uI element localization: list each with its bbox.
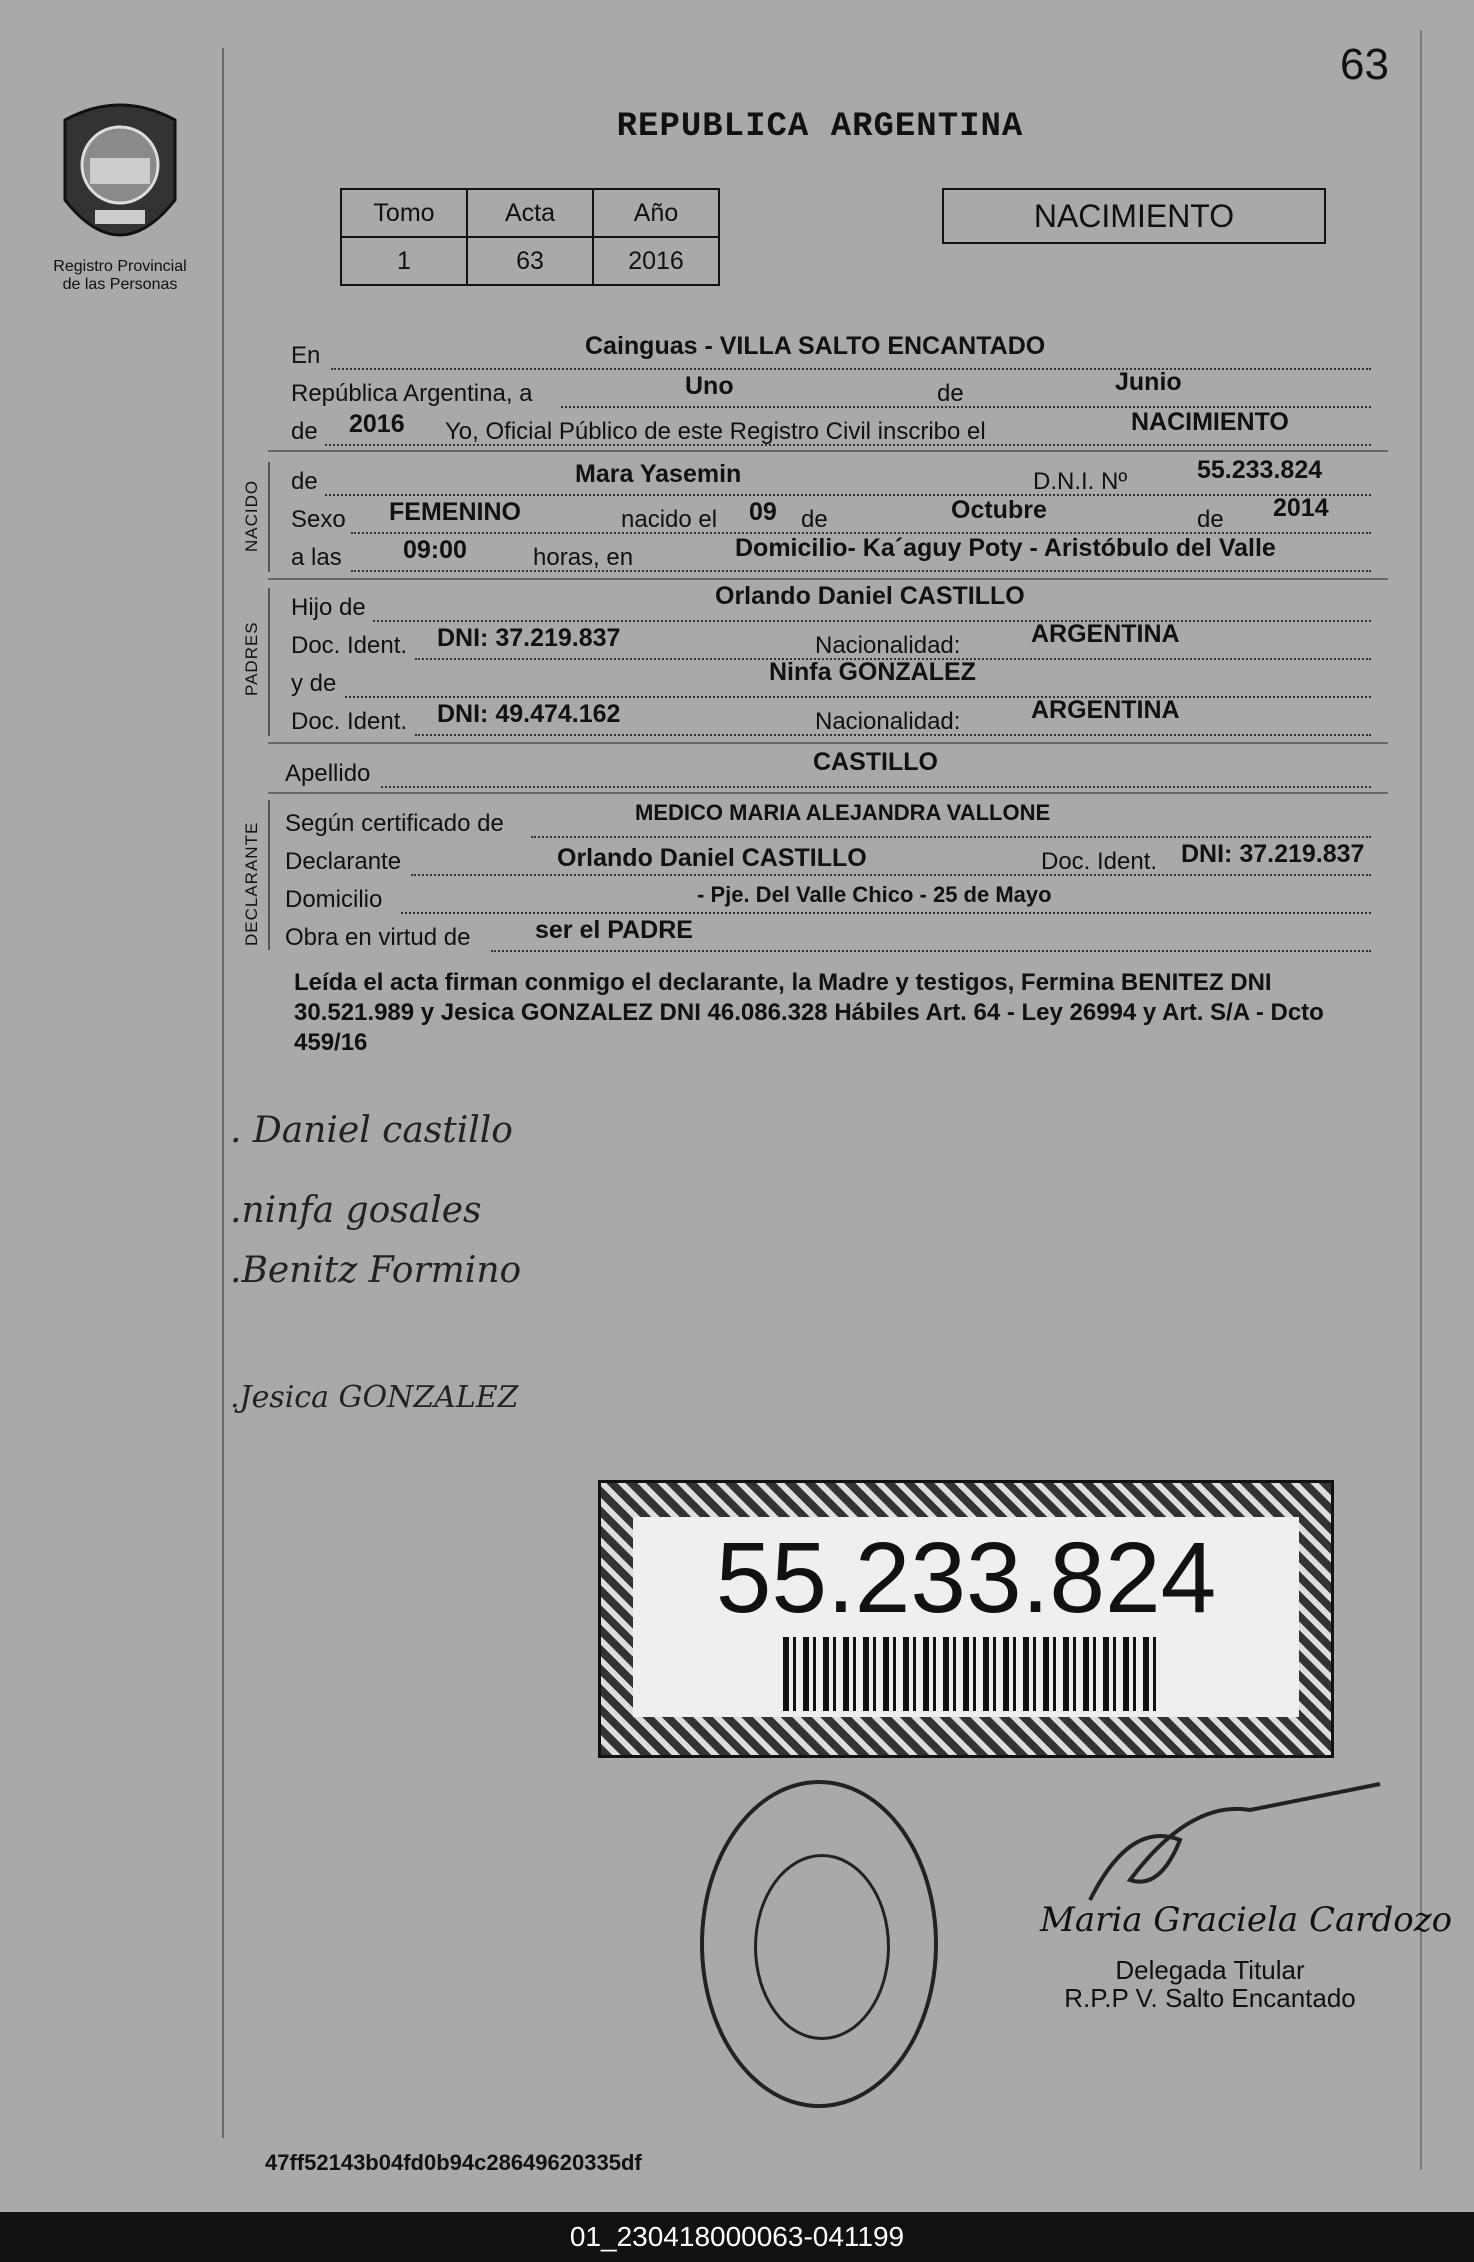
record-type-box: NACIMIENTO: [942, 188, 1326, 244]
row-declarant: [285, 840, 1385, 878]
logo-caption-line1: Registro Provincial: [53, 258, 187, 275]
value-mother-nationality: ARGENTINA: [1031, 696, 1180, 724]
section-rule: [268, 742, 1388, 744]
closing-statement: Leída el acta firman conmigo el declarante, la Madre y testigos, Fermina BENITEZ DNI 30.521.989 y Jesica GONZALEZ DNI 46.086.328 Hábiles Art. 64 - Ley 26994 y Art. S/A - Dcto 459/16: [294, 969, 1324, 1056]
label-de4: de: [801, 506, 828, 533]
label-de5: de: [1197, 506, 1224, 533]
table-cell: 2016: [593, 237, 719, 285]
section-divider: [268, 800, 270, 950]
row-reason: [285, 916, 1385, 954]
value-certificate: MEDICO MARIA ALEJANDRA VALLONE: [635, 800, 1051, 825]
official-role-line2: R.P.P V. Salto Encantado: [1064, 1983, 1356, 2013]
signature-declarant: . Daniel castillo: [230, 1110, 513, 1151]
value-place: Cainguas - VILLA SALTO ENCANTADO: [585, 332, 1046, 360]
dotted-line: [381, 786, 1371, 788]
value-time: 09:00: [403, 536, 467, 564]
id-number-panel: [633, 1517, 1299, 1717]
official-name: Maria Graciela Cardozo: [1040, 1900, 1453, 1940]
dotted-line: [351, 570, 1371, 572]
official-signature-scribble: [1070, 1780, 1390, 1910]
label-de2: de: [291, 418, 318, 445]
label-certificate: Según certificado de: [285, 810, 504, 837]
label-surname: Apellido: [285, 760, 371, 787]
id-number-box: [598, 1480, 1334, 1758]
row-certificate: [285, 800, 1385, 840]
label-en: En: [291, 342, 321, 369]
dotted-line: [325, 494, 1371, 496]
value-father-doc: DNI: 37.219.837: [437, 624, 621, 652]
label-reason: Obra en virtud de: [285, 924, 471, 951]
id-number: 55.233.824: [715, 1522, 1217, 1634]
section-label-padres: PADRES: [242, 621, 261, 696]
label-nac1: Nacionalidad:: [815, 632, 961, 659]
province-crest-logo: [55, 100, 185, 260]
row-father-doc: [285, 620, 1385, 662]
value-mother: Ninfa GONZALEZ: [769, 658, 976, 686]
value-month: Junio: [1115, 368, 1182, 396]
dotted-line: [401, 912, 1371, 914]
value-mother-doc: DNI: 49.474.162: [437, 700, 621, 728]
scan-footer: 01_230418000063-041199: [0, 2212, 1474, 2262]
table-cell: 1: [341, 237, 467, 285]
label-doc2: Doc. Ident.: [291, 708, 408, 735]
row-sex: [285, 494, 1385, 536]
label-alas: a las: [291, 544, 342, 571]
page-title: REPUBLICA ARGENTINA: [616, 108, 1024, 146]
dotted-line: [331, 368, 1371, 370]
dotted-line: [345, 696, 1371, 698]
value-declarant: Orlando Daniel CASTILLO: [557, 844, 867, 872]
document-hash: 47ff52143b04fd0b94c28649620335df: [265, 2150, 642, 2175]
table-cell: 63: [467, 237, 593, 285]
table-header: Acta: [467, 189, 593, 237]
logo-caption: [30, 258, 210, 294]
dotted-line: [411, 874, 1371, 876]
value-name: Mara Yasemin: [575, 460, 742, 488]
row-mother: [285, 658, 1385, 700]
value-dni: 55.233.824: [1197, 456, 1323, 484]
official-role: [1040, 1956, 1380, 2012]
row-date: [285, 368, 1385, 410]
signature-witness-2: .Jesica GONZALEZ: [230, 1380, 519, 1415]
label-sex: Sexo: [291, 506, 346, 533]
logo-caption-line2: de las Personas: [62, 276, 178, 293]
dotted-line: [373, 620, 1371, 622]
value-father-nationality: ARGENTINA: [1031, 620, 1180, 648]
label-de3: de: [291, 468, 318, 495]
signature-witness-1: .Benitz Formino: [230, 1250, 522, 1291]
value-father: Orlando Daniel CASTILLO: [715, 582, 1025, 610]
label-declarant: Declarante: [285, 848, 402, 875]
row-mother-doc: [285, 696, 1385, 738]
right-border: [1420, 30, 1422, 2170]
section-rule: [268, 792, 1388, 794]
row-surname: [285, 748, 1385, 790]
section-rule: [268, 450, 1388, 452]
official-role-line1: Delegada Titular: [1115, 1955, 1305, 1985]
row-address: [285, 882, 1385, 916]
left-border: [222, 48, 224, 2138]
value-surname: CASTILLO: [813, 748, 938, 776]
value-birth-place: Domicilio- Ka´aguy Poty - Aristóbulo del Valle: [735, 534, 1276, 562]
label-address: Domicilio: [285, 886, 383, 913]
label-de: de: [937, 380, 964, 407]
label-dni: D.N.I. Nº: [1033, 468, 1128, 495]
section-divider: [268, 462, 270, 572]
row-time-place: [285, 534, 1385, 574]
signature-mother: .ninfa gosales: [230, 1190, 482, 1231]
barcode-icon: [783, 1637, 1163, 1711]
value-sex: FEMENINO: [389, 498, 521, 526]
official-seal-stamp: [700, 1780, 938, 2108]
value-address: - Pje. Del Valle Chico - 25 de Mayo: [697, 882, 1052, 907]
label-nac2: Nacionalidad:: [815, 708, 961, 735]
row-father: [285, 582, 1385, 624]
row-place: [285, 332, 1385, 372]
label-hijo: Hijo de: [291, 594, 366, 621]
value-day: Uno: [685, 372, 734, 400]
section-label-nacido: NACIDO: [242, 479, 261, 552]
seal-crest-icon: [754, 1854, 890, 2040]
table-header: Año: [593, 189, 719, 237]
dotted-line: [531, 836, 1371, 838]
dotted-line: [491, 950, 1371, 952]
label-horas: horas, en: [533, 544, 634, 571]
page-number: 63: [1340, 40, 1389, 89]
label-doc3: Doc. Ident.: [1041, 848, 1158, 875]
section-label-declarante: DECLARANTE: [242, 821, 261, 946]
label-doc1: Doc. Ident.: [291, 632, 408, 659]
tomo-acta-table: [340, 188, 720, 286]
label-yo: Yo, Oficial Público de este Registro Civil inscribo el: [445, 418, 986, 445]
row-name: [285, 456, 1385, 498]
label-republica: República Argentina, a: [291, 380, 533, 407]
value-birth-day: 09: [749, 498, 777, 526]
value-birth-month: Octubre: [951, 496, 1047, 524]
label-yde: y de: [291, 670, 337, 697]
value-declarant-doc: DNI: 37.219.837: [1181, 840, 1365, 868]
label-born: nacido el: [621, 506, 718, 533]
section-divider: [268, 588, 270, 736]
value-year: 2016: [349, 410, 405, 438]
value-record: NACIMIENTO: [1131, 408, 1289, 436]
value-reason: ser el PADRE: [535, 916, 693, 944]
row-year: [285, 408, 1385, 448]
table-header: Tomo: [341, 189, 467, 237]
value-birth-year: 2014: [1273, 494, 1329, 522]
section-rule: [268, 578, 1388, 580]
